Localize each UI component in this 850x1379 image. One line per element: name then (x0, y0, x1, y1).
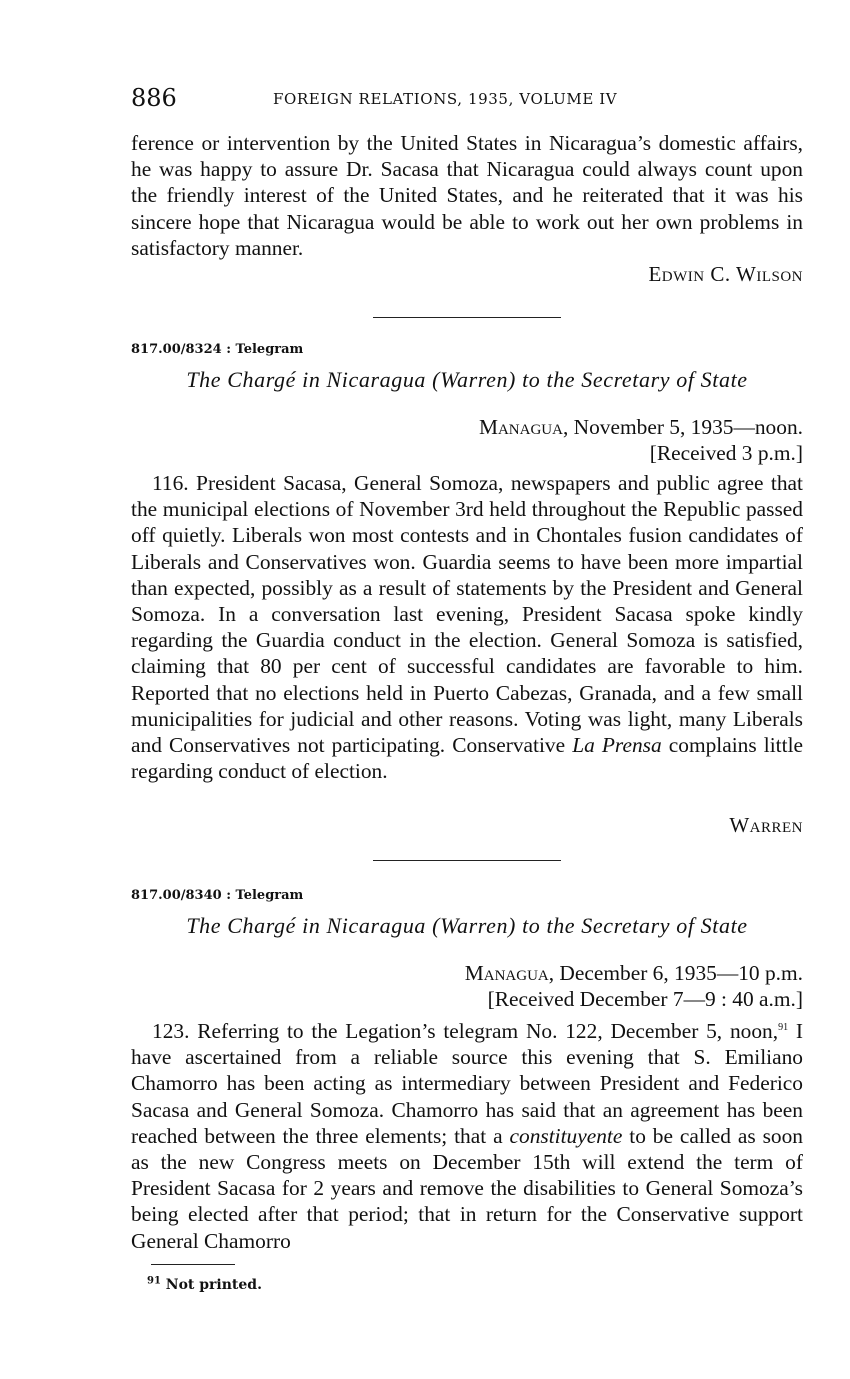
dateline-date: , November 5, 1935—noon. (562, 415, 803, 439)
body-text: 123. Referring to the Legation’s telegram No. 122, December 5, noon, (152, 1019, 779, 1043)
footnote (147, 1277, 262, 1293)
continuation-paragraph: ference or intervention by the United States in Nicaragua’s domestic affairs, he was happy to assure Dr. Sacasa that Nicaragua could always count upon the friendly interest of the United States, and he reiterated that it was his sincere hope that Nicaragua would be able to work out her own problems in satisfactory manner. (131, 131, 803, 260)
body-text: complains little regarding conduct of election. (131, 733, 804, 784)
telegram-body-1 (131, 470, 803, 784)
footnote-number: 91 (147, 1275, 161, 1287)
footnote-text: Not printed. (160, 1277, 262, 1293)
continuation-block (131, 130, 803, 261)
body-italic: La Prensa (572, 733, 662, 758)
received-2: [Received December 7—9 : 40 a.m.] (487, 987, 803, 1011)
heading-text: ) to the Secretary of State (508, 913, 748, 938)
footnote-reference[interactable]: 91 (778, 1021, 789, 1033)
body-italic: constituyente (509, 1123, 623, 1148)
heading-text: ) to the Secretary of State (508, 367, 748, 392)
body-text: 116. President Sacasa, General Somoza, newspapers and public agree that the municipal elections of November 3rd held throughout the Republic passed off quietly. Liberals won most contests and in Chontales fusion candidates of Liberals and Conservatives won. Guardia seems to have been more impartial than expected, possibly as a result of statements by the President and General Somoza. In a conversation last evening, President Sacasa spoke kindly regarding the Guardia conduct in the election. General Somoza is satisfied, claiming that 80 per cent of successful candidates are favorable to him. Reported that no elections held in Puerto Cabezas, Granada, and a few small municipalities for judicial and other reasons. Voting was light, many Liberals and Conservatives not participating. Conservative (131, 471, 803, 758)
document-reference-2: 817.00/8340 : Telegram (131, 888, 304, 903)
signature-wilson: Edwin C. Wilson (648, 262, 803, 286)
dateline-2 (465, 961, 803, 986)
body-text: to be called as soon as the new Congress meets on December 15th will extend the term of President Sacasa for 2 years and remove the disabilities to General Somoza’s being elected after that period; that in return for the Conservative support General Chamorro (131, 1123, 803, 1253)
document-reference-1: 817.00/8324 : Telegram (131, 342, 304, 357)
section-divider (373, 860, 561, 861)
heading-text: The Chargé in Nicaragua ( (186, 367, 441, 392)
received-1: [Received 3 p.m.] (649, 441, 803, 465)
document-heading-2 (131, 913, 803, 939)
signature-warren: Warren (729, 813, 803, 837)
body-text: I have ascertained from a reliable source this evening that S. Emiliano Chamorro has been acting as intermediary between President and Federico Sacasa and General Somoza. Chamorro has said that an agreement has been reached between the three elements; that a (131, 1019, 803, 1148)
dateline-date: , December 6, 1935—10 p.m. (548, 961, 803, 985)
dateline-place: Managua (478, 415, 563, 439)
running-head (131, 84, 803, 114)
document-heading-1 (131, 367, 803, 393)
dateline-1 (479, 415, 803, 440)
footnote-rule (151, 1264, 235, 1265)
heading-name: Warren (440, 913, 509, 938)
heading-text: The Chargé in Nicaragua ( (186, 913, 441, 938)
telegram-paragraph-1 (131, 470, 803, 784)
running-title: FOREIGN RELATIONS, 1935, VOLUME IV (273, 90, 618, 108)
dateline-place: Managua (464, 961, 549, 985)
page-number: 886 (131, 84, 177, 112)
heading-name: Warren (440, 367, 509, 392)
section-divider (373, 317, 561, 318)
telegram-body-2 (131, 1018, 803, 1254)
telegram-paragraph-2 (131, 1018, 803, 1254)
